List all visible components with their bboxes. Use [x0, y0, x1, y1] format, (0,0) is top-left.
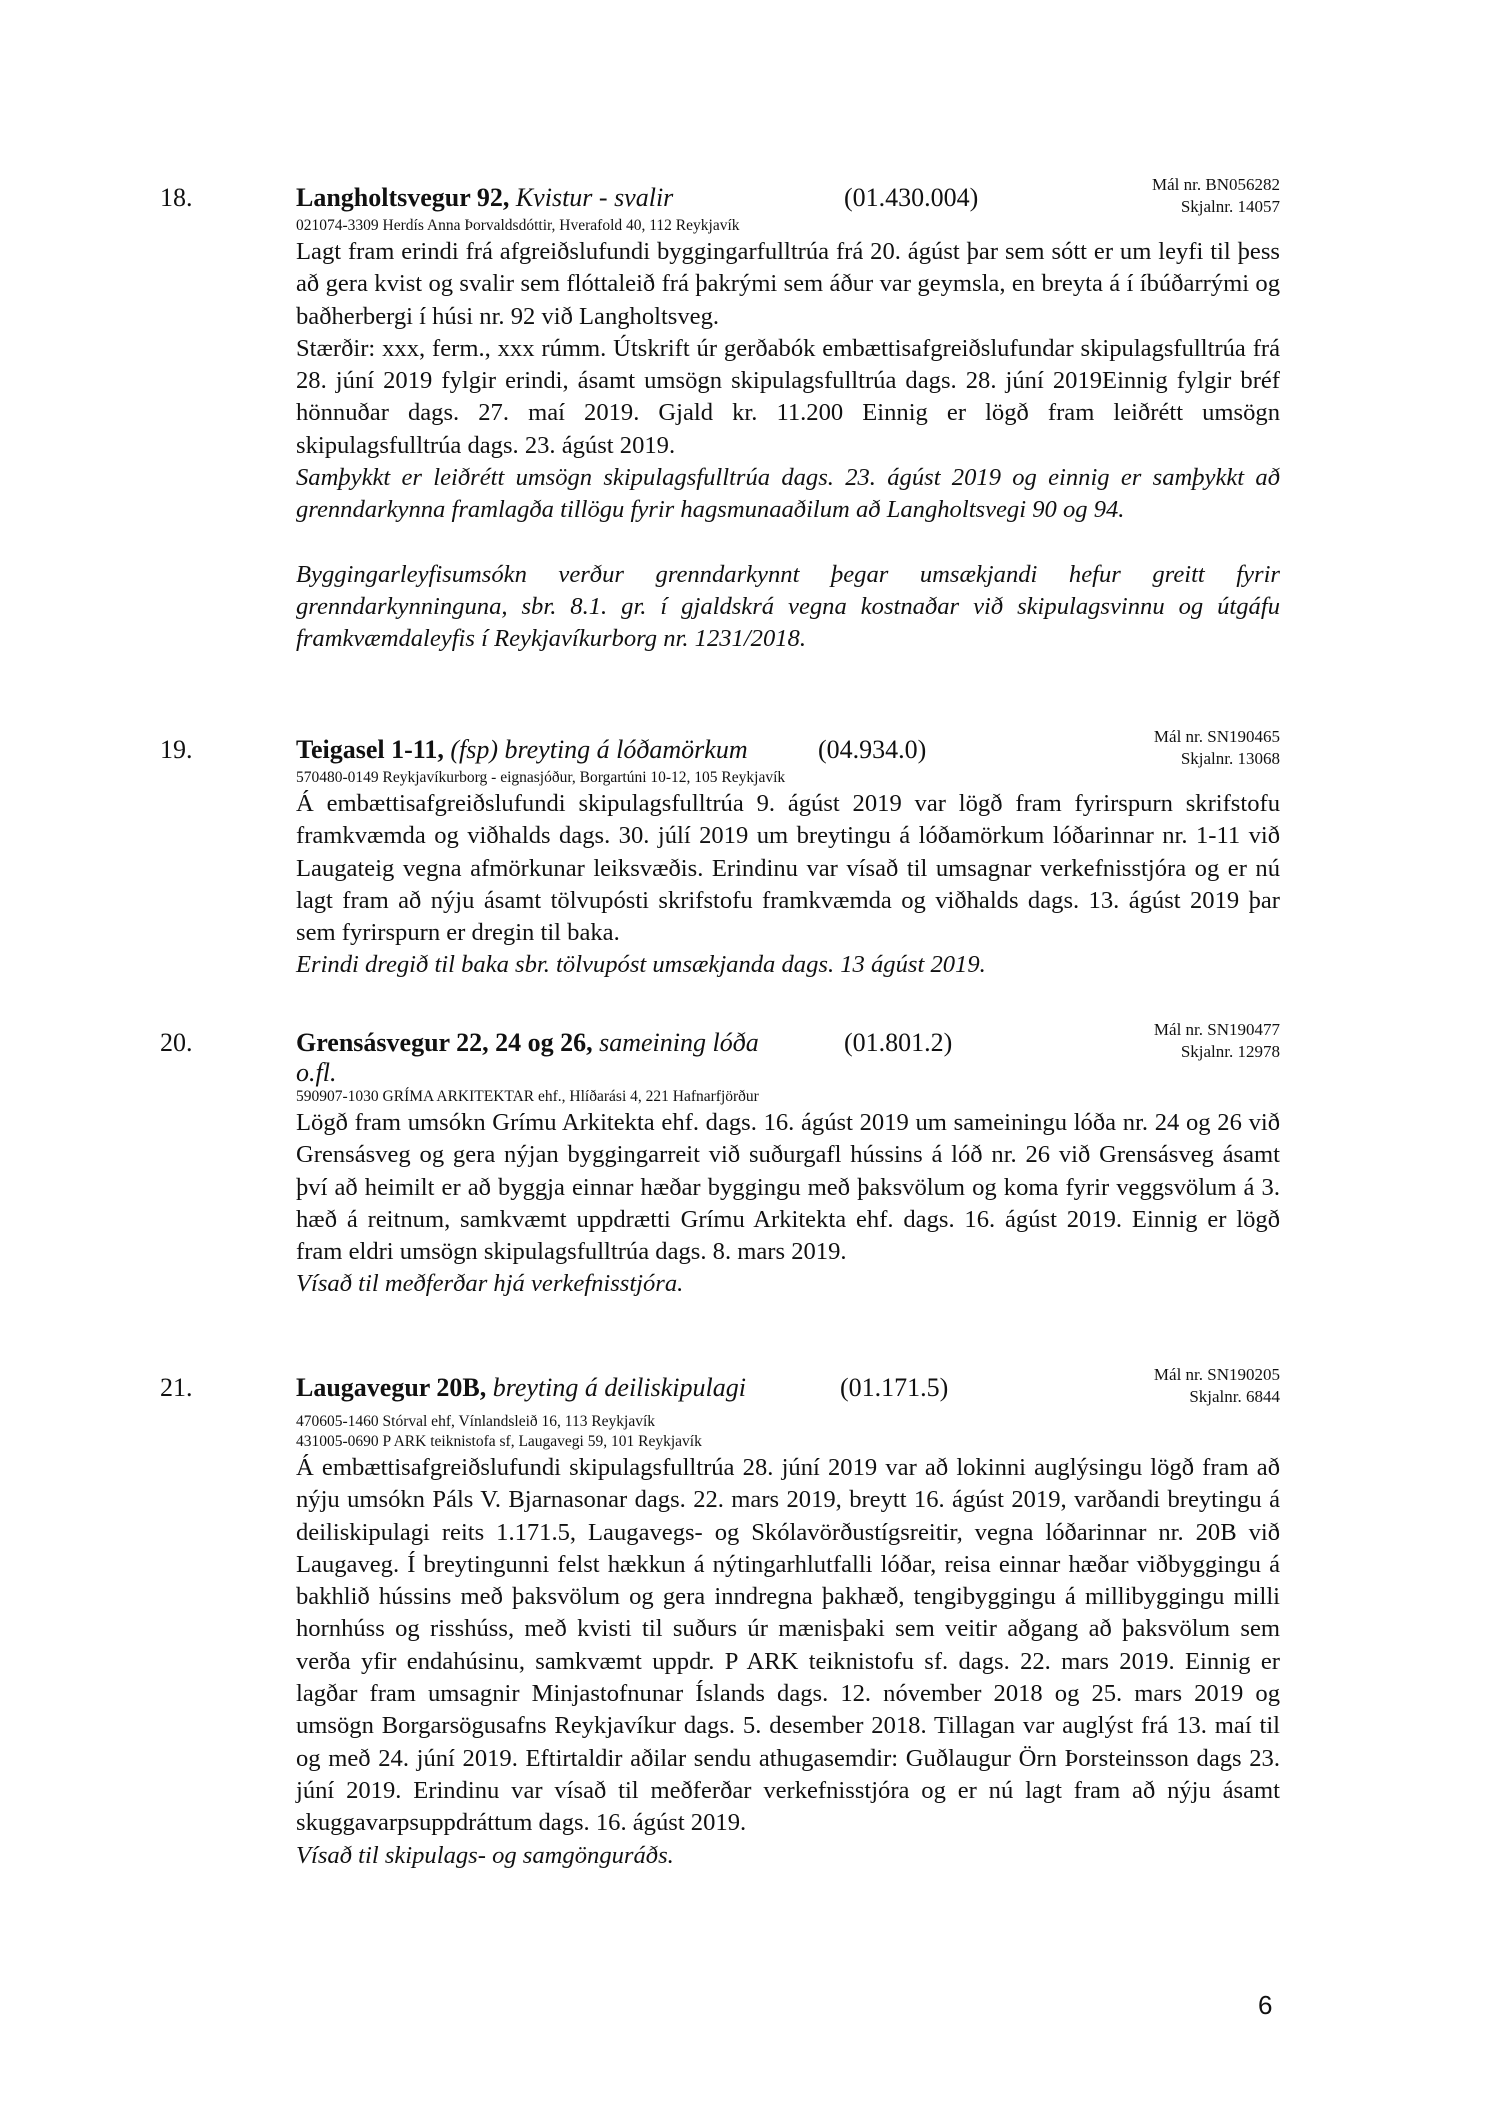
document-number: Skjalnr. 14057: [1180, 197, 1280, 216]
case-number: Mál nr. SN190205: [1153, 1365, 1280, 1384]
decision: Vísað til skipulags- og samgönguráðs.: [296, 1841, 674, 1869]
item-code: (01.801.2): [844, 1028, 953, 1057]
case-meta: [1154, 1364, 1280, 1408]
agenda-item-18: [160, 175, 1280, 656]
body-paragraph: Lagt fram erindi frá afgreiðslufundi byggingarfulltrúa frá 20. ágúst þar sem sótt er um leyfi til þess að gera kvist og svalir sem flóttaleið frá þakrými sem áður var geymsla, en breyta á í íbúðarrými og baðherbergi í húsi nr. 92 við Langholtsveg.: [296, 238, 1280, 330]
item-code: (04.934.0): [818, 735, 927, 764]
item-number: 20.: [160, 1028, 193, 1057]
item-header: [160, 175, 1280, 216]
item-body: [296, 1452, 1280, 1872]
item-body: [296, 1107, 1280, 1301]
item-code: (01.430.004): [844, 183, 979, 212]
note: Byggingarleyfisumsókn verður grenndarkynnt þegar umsækjandi hefur greitt fyrir grenndarkynninguna, sbr. 8.1. gr. í gjaldskrá vegna kostnaðar við skipulagsvinnu og útgáfu framkvæmdaleyfis í Reykjavíkurborg nr. 1231/2018.: [296, 560, 1280, 653]
document-number: Skjalnr. 12978: [1180, 1042, 1280, 1061]
document-number: Skjalnr. 6844: [1189, 1387, 1280, 1406]
applicant: 021074-3309 Herdís Anna Þorvaldsdóttir, Hverafold 40, 112 Reykjavík: [296, 217, 740, 234]
applicant: 470605-1460 Stórval ehf, Vínlandsleið 16, 113 Reykjavík: [296, 1413, 656, 1430]
document-number: Skjalnr. 13068: [1180, 749, 1280, 768]
item-body: [296, 788, 1280, 982]
decision: Erindi dregið til baka sbr. tölvupóst umsækjanda dags. 13 ágúst 2019.: [296, 951, 986, 979]
agenda-item-20: [160, 1020, 1280, 1301]
item-number: 19.: [160, 735, 193, 764]
case-meta: [1152, 174, 1280, 218]
applicant: 570480-0149 Reykjavíkurborg - eignasjóður, Borgartúni 10-12, 105 Reykjavík: [296, 769, 786, 786]
item-title: Grensásvegur 22, 24 og 26, sameining lóða: [296, 1028, 759, 1057]
case-number: Mál nr. BN056282: [1152, 175, 1280, 194]
item-number: 18.: [160, 183, 193, 212]
agenda-item-19: [160, 727, 1280, 982]
body-paragraph: Lögð fram umsókn Grímu Arkitekta ehf. dags. 16. ágúst 2019 um sameiningu lóða nr. 24 og 26 við Grensásveg og gera nýjan byggingarreit við suðurgafl hússins á lóð nr. 26 við Grensásveg ásamt því að heimilt er að byggja einnar hæðar byggingu með þaksvölum og koma fyrir veggsvölum á 3. hæð á reitnum, samkvæmt uppdrætti Grímu Arkitekta ehf. dags. 16. ágúst 2019. Einnig er lögð fram eldri umsögn skipulagsfulltrúa dags. 8. mars 2019.: [296, 1109, 1280, 1266]
applicant: 590907-1030 GRÍMA ARKITEKTAR ehf., Hlíðarási 4, 221 Hafnarfjörður: [296, 1088, 759, 1105]
case-number: Mál nr. SN190465: [1153, 727, 1280, 746]
agenda-item-21: [160, 1365, 1280, 1872]
body-paragraph: Á embættisafgreiðslufundi skipulagsfulltrúa 9. ágúst 2019 var lögð fram fyrirspurn skrifstofu framkvæmda og viðhalds dags. 30. júlí 2019 um breytingu á lóðamörkum lóðarinnar nr. 1-11 við Laugateig vegna afmörkunar leiksvæðis. Erindinu var vísað til umsagnar verkefnisstjóra og er nú lagt fram að nýju ásamt tölvupósti skrifstofu framkvæmda og viðhalds dags. 13. ágúst 2019 þar sem fyrirspurn er dregin til baka.: [296, 790, 1280, 947]
page-number: 6: [1258, 1990, 1273, 2020]
body-paragraph: Stærðir: xxx, ferm., xxx rúmm. Útskrift úr gerðabók embættisafgreiðslufundar skipulagsfulltrúa frá 28. júní 2019 fylgir erindi, ásamt umsögn skipulagsfulltrúa dags. 28. júní 2019Einnig fylgir bréf hönnuðar dags. 27. maí 2019. Gjald kr. 11.200 Einnig er lögð fram leiðrétt umsögn skipulagsfulltrúa dags. 23. ágúst 2019.: [296, 334, 1280, 459]
item-body: [296, 236, 1280, 656]
item-title: Langholtsvegur 92, Kvistur - svalir: [296, 183, 674, 212]
case-number: Mál nr. SN190477: [1153, 1020, 1280, 1039]
body-paragraph: Á embættisafgreiðslufundi skipulagsfulltrúa 28. júní 2019 var að lokinni auglýsingu lögð fram að nýju umsókn Páls V. Bjarnasonar dags. 22. mars 2019, breytt 16. ágúst 2019, varðandi breytingu á deiliskipulagi reits 1.171.5, Laugavegs- og Skólavörðustígsreitir, vegna lóðarinnar nr. 20B við Laugaveg. Í breytingunni felst hækkun á nýtingarhlutfalli lóðar, reisa einnar hæðar viðbyggingu á bakhlið hússins með þaksvölum og gera inndregna þakhæð, tengibyggingu á millibyggingu milli hornhúss og risshúss, með kvisti til suðurs úr mænisþaki sem veitir aðgang að þaksvölum sem verða yfir endahúsinu, samkvæmt uppdr. P ARK teiknistofu sf. dags. 22. mars 2019. Einnig er lagðar fram umsagnir Minjastofnunar Íslands dags. 12. nóvember 2018 og 25. mars 2019 og umsögn Borgarsögusafns Reykjavíkur dags. 5. desember 2018. Tillagan var auglýst frá 13. maí til og með 24. júní 2019. Eftirtaldir aðilar sendu athugasemdir: Guðlaugur Örn Þorsteinsson dags 23. júní 2019. Erindinu var vísað til meðferðar verkefnisstjóra og er nú lagt fram að nýju ásamt skuggavarpsuppdráttum dags. 16. ágúst 2019.: [296, 1454, 1280, 1837]
decision: Samþykkt er leiðrétt umsögn skipulagsfulltrúa dags. 23. ágúst 2019 og einnig er samþykkt að grenndarkynna framlagða tillögu fyrir hagsmunaaðilum að Langholtsvegi 90 og 94.: [296, 464, 1280, 524]
item-header: [160, 1020, 1280, 1061]
item-title: Laugavegur 20B, breyting á deiliskipulagi: [296, 1373, 746, 1402]
case-meta: [1154, 726, 1280, 770]
item-code: (01.171.5): [840, 1373, 949, 1402]
item-title: Teigasel 1-11, (fsp) breyting á lóðamörkum: [296, 735, 748, 764]
item-header: [160, 727, 1280, 768]
item-header: [160, 1365, 1280, 1406]
item-number: 21.: [160, 1373, 193, 1402]
item-title-continued: o.fl.: [296, 1058, 337, 1087]
applicant: 431005-0690 P ARK teiknistofa sf, Laugavegi 59, 101 Reykjavík: [296, 1433, 702, 1450]
decision: Vísað til meðferðar hjá verkefnisstjóra.: [296, 1270, 684, 1298]
